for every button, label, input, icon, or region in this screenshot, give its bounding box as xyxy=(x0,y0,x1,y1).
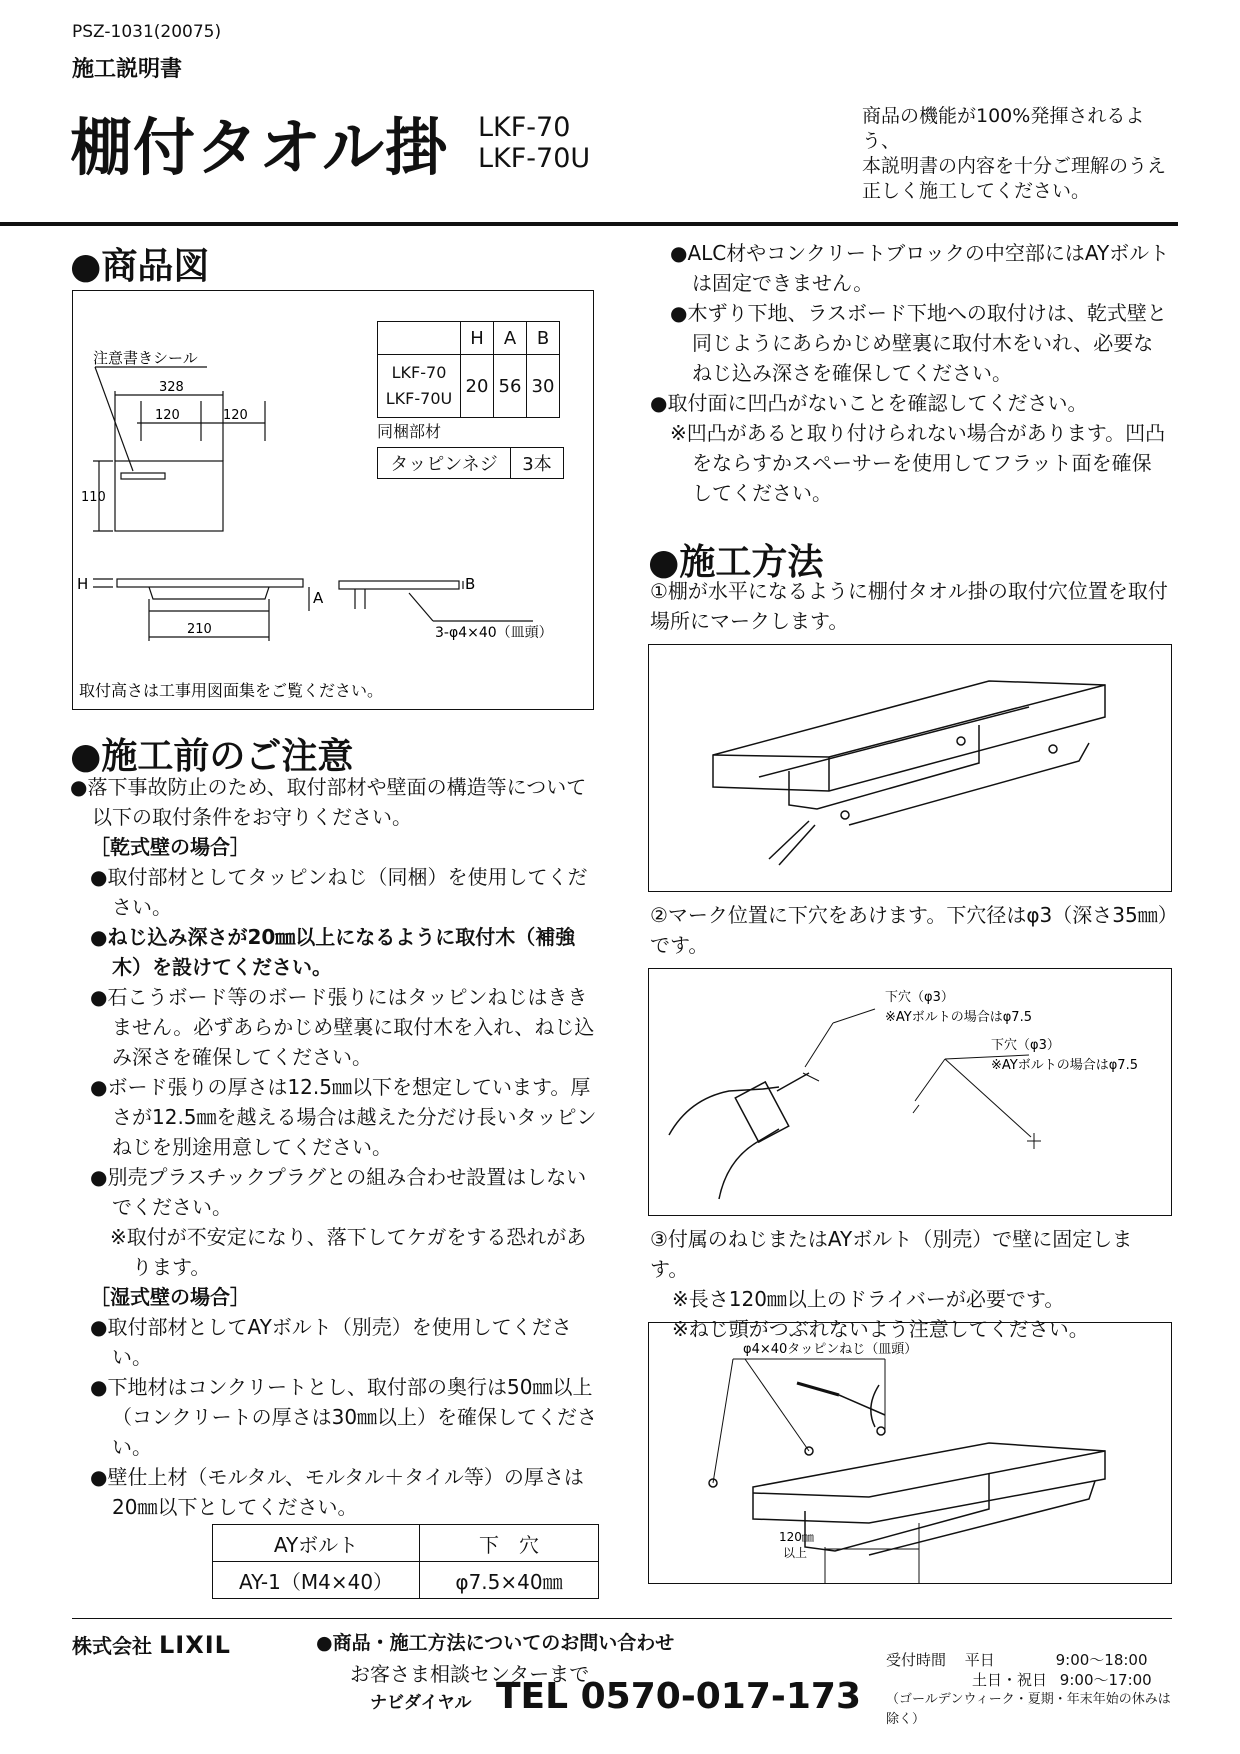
intro-text xyxy=(862,104,1182,204)
bundled-title: 同梱部材 xyxy=(377,422,442,441)
bundled-qty: 3本 xyxy=(511,448,564,479)
weekday-hours: 9:00〜18:00 xyxy=(1055,1651,1148,1669)
precaution-heading: ●施工前のご注意 xyxy=(70,736,354,777)
dim-B: B xyxy=(465,575,476,593)
flat-check: ●取付面に凹凸がないことを確認してください。 xyxy=(650,391,1088,415)
wet-wall-title: ［湿式壁の場合］ xyxy=(90,1285,250,1309)
inquiry-title: ●商品・施工方法についてのお問い合わせ xyxy=(316,1632,675,1654)
model-2: LKF-70U xyxy=(478,143,591,174)
dimension-table xyxy=(377,321,560,418)
company-label: 株式会社 xyxy=(72,1634,152,1658)
phone-number: TEL 0570-017-173 xyxy=(496,1676,861,1717)
precaution-item: ●木ずり下地、ラスボード下地への取付けは、乾式壁と同じようにあらかじめ壁裏に取付木をいれ、必要なねじ込み深さを確保してください。 xyxy=(670,301,1167,385)
ay-table-header: AYボルト xyxy=(213,1525,420,1562)
support-center: お客さま相談センターまで xyxy=(350,1662,590,1686)
bundled-table xyxy=(377,447,564,479)
hours-weekend xyxy=(886,1670,1176,1690)
company-name xyxy=(72,1630,231,1659)
dry-note: ※取付が不安定になり、落下してケガをする恐れがあります。 xyxy=(110,1225,587,1279)
step-1-figure xyxy=(648,644,1172,892)
dim-height: 110 xyxy=(81,490,106,505)
hole-label-1: 下穴（φ3） xyxy=(885,990,954,1005)
business-hours xyxy=(886,1650,1176,1730)
hole-note-2: ※AYボルトの場合はφ7.5 xyxy=(991,1058,1138,1073)
dry-item: ●別売プラスチックプラグとの組み合わせ設置はしないでください。 xyxy=(90,1165,587,1219)
precaution-item: ●ALC材やコンクリートブロックの中空部にはAYボルトは固定できません。 xyxy=(670,241,1170,295)
screw-spec: 3-φ4×40（皿頭） xyxy=(435,625,553,641)
intro-line: 商品の機能が100%発揮されるよう、 xyxy=(862,105,1145,152)
model-numbers xyxy=(478,112,590,174)
screw-label: φ4×40タッピンねじ（皿頭） xyxy=(743,1342,918,1357)
length-label: 120㎜ xyxy=(779,1530,814,1544)
ay-table-cell: φ7.5×40㎜ xyxy=(420,1562,599,1599)
ay-table-header: 下 穴 xyxy=(420,1525,599,1562)
step-3-note: ※ねじ頭がつぶれないよう注意してください。 xyxy=(672,1317,1089,1341)
hole-note-1: ※AYボルトの場合はφ7.5 xyxy=(885,1010,1032,1025)
weekend-hours: 9:00〜17:00 xyxy=(1059,1671,1152,1689)
flat-note: ※凹凸があると取り付けられない場合があります。凹凸をならすかスペーサーを使用してフラット面を確保してください。 xyxy=(670,421,1166,505)
table-model-1: LKF-70 xyxy=(391,363,447,382)
table-value-A: 56 xyxy=(494,355,527,418)
navi-dial-label: ナビダイヤル xyxy=(370,1693,472,1713)
ay-table-cell: AY-1（M4×40） xyxy=(213,1562,420,1599)
fixing-illustration xyxy=(649,1323,1171,1583)
hole-label-2: 下穴（φ3） xyxy=(991,1038,1060,1053)
model-1: LKF-70 xyxy=(478,112,571,143)
dim-A: A xyxy=(313,589,324,607)
dim-pitch-2: 120 xyxy=(223,408,248,423)
step-3-text: ③付属のねじまたはAYボルト（別売）で壁に固定します。 xyxy=(650,1227,1133,1281)
precaution-body xyxy=(70,772,600,1522)
intro-line: 正しく施工してください。 xyxy=(862,180,1091,202)
sticker-label: 注意書きシール xyxy=(93,349,198,367)
dry-wall-title: ［乾式壁の場合］ xyxy=(90,835,250,859)
hours-weekday xyxy=(886,1650,1176,1670)
intro-line: 本説明書の内容を十分ご理解のうえ xyxy=(862,155,1167,177)
precaution-right xyxy=(650,238,1170,508)
table-value-H: 20 xyxy=(461,355,494,418)
method-heading: ●施工方法 xyxy=(648,542,824,583)
table-header-H: H xyxy=(461,322,494,355)
hours-label: 受付時間 xyxy=(886,1651,947,1669)
precaution-lead: ●落下事故防止のため、取付部材や壁面の構造等について以下の取付条件をお守りください。 xyxy=(70,775,587,829)
product-heading: ●商品図 xyxy=(70,246,210,287)
table-value-B: 30 xyxy=(527,355,560,418)
document-type: 施工説明書 xyxy=(72,57,183,82)
dim-H: H xyxy=(77,575,89,593)
step-3-figure xyxy=(648,1322,1172,1584)
step-2: ②マーク位置に下穴をあけます。下穴径はφ3（深さ35㎜）です。 xyxy=(650,903,1168,957)
footer-divider xyxy=(72,1618,1172,1619)
dry-item: ●ねじ込み深さが20㎜以上になるように取付木（補強木）を設けてください。 xyxy=(90,925,576,979)
brand-logo: LIXIL xyxy=(158,1631,231,1659)
step-2-figure xyxy=(648,968,1172,1216)
table-models xyxy=(378,355,461,418)
document-code: PSZ-1031(20075) xyxy=(72,22,222,42)
ay-bolt-table xyxy=(212,1524,599,1599)
dim-width: 328 xyxy=(159,380,184,395)
wet-item: ●壁仕上材（モルタル、モルタル＋タイル等）の厚さは20㎜以下としてください。 xyxy=(90,1465,584,1519)
wet-item: ●取付部材としてAYボルト（別売）を使用してください。 xyxy=(90,1315,572,1369)
table-header-A: A xyxy=(494,322,527,355)
bundled-item: タッピンネジ xyxy=(378,448,511,479)
dry-item: ●石こうボード等のボード張りにはタッピンねじはききません。必ずあらかじめ壁裏に取付木を入れ、ねじ込み深さを確保してください。 xyxy=(90,985,595,1069)
mounting-height-note: 取付高さは工事用図面集をご覧ください。 xyxy=(79,681,384,700)
table-cell xyxy=(378,322,461,355)
drilling-illustration xyxy=(649,969,1171,1215)
holiday-note: （ゴールデンウィーク・夏期・年末年始の休みは除く） xyxy=(886,1692,1171,1727)
dim-bottom: 210 xyxy=(187,622,212,637)
table-model-2: LKF-70U xyxy=(385,389,453,408)
product-diagram-box xyxy=(72,290,594,710)
weekend-label: 土日・祝日 xyxy=(972,1671,1048,1689)
step-1: ①棚が水平になるように棚付タオル掛の取付穴位置を取付場所にマークします。 xyxy=(650,579,1168,633)
page-title: 棚付タオル掛 xyxy=(70,111,449,184)
shelf-marking-illustration xyxy=(649,645,1171,891)
weekday-label: 平日 xyxy=(964,1651,995,1669)
header-divider xyxy=(0,222,1178,226)
wet-item: ●下地材はコンクリートとし、取付部の奥行は50㎜以上（コンクリートの厚さは30㎜以上）を確保してください。 xyxy=(90,1375,598,1459)
step-3-note: ※長さ120㎜以上のドライバーが必要です。 xyxy=(672,1287,1065,1311)
dry-item: ●ボード張りの厚さは12.5㎜以下を想定しています。厚さが12.5㎜を越える場合は越えた分だけ長いタッピンねじを別途用意してください。 xyxy=(90,1075,597,1159)
dim-pitch-1: 120 xyxy=(155,408,180,423)
length-label-2: 以上 xyxy=(783,1546,808,1560)
table-header-B: B xyxy=(527,322,560,355)
dry-item: ●取付部材としてタッピンねじ（同梱）を使用してください。 xyxy=(90,865,588,919)
